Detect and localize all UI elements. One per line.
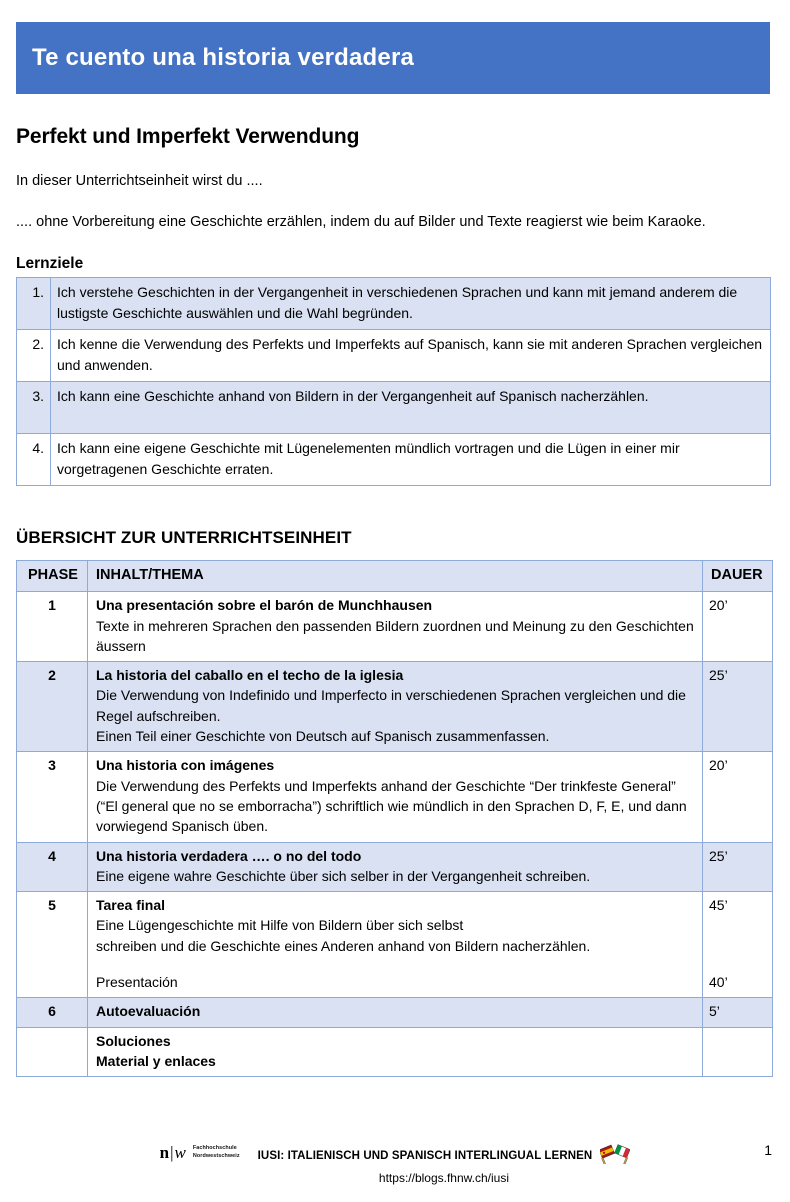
duration-value-extra: 40’	[709, 973, 728, 990]
duration-cell	[703, 842, 773, 892]
page-number: 1	[764, 1142, 772, 1158]
phase-cell: 3	[17, 752, 88, 842]
content-line: Texte in mehreren Sprachen den passenden Bildern zuordnen und Meinung zu den Geschichten äussern	[96, 617, 694, 654]
duration-value: 20’	[709, 757, 728, 774]
duration-spacer	[709, 956, 766, 972]
page-title: Perfekt und Imperfekt Verwendung	[16, 125, 360, 148]
learning-objective-row	[17, 434, 771, 486]
content-title: Una historia con imágenes	[96, 757, 275, 774]
content-title: Tarea final	[96, 897, 165, 914]
duration-cell	[703, 1027, 773, 1077]
footer-project-title: IUSI: ITALIENISCH UND SPANISCH INTERLINGUAL LERNEN	[257, 1149, 593, 1162]
phase-cell: 6	[17, 998, 88, 1027]
table-row	[17, 592, 773, 662]
content-title: La historia del caballo en el techo de la iglesia	[96, 667, 404, 684]
phase-cell: 2	[17, 662, 88, 752]
content-title: Una historia verdadera …. o no del todo	[96, 847, 362, 864]
content-cell	[88, 752, 703, 842]
learning-objective-number: 4.	[17, 434, 51, 486]
footer-divider	[16, 1128, 772, 1129]
footer-url[interactable]: https://blogs.fhnw.ch/iusi	[378, 1171, 509, 1185]
intro-paragraph-1: In dieser Unterrichtseinheit wirst du ....	[16, 173, 263, 190]
phase-cell: 1	[17, 592, 88, 662]
table-row	[17, 1027, 773, 1077]
phase-cell	[17, 1027, 88, 1077]
content-title: Soluciones	[96, 1032, 171, 1049]
content-cell	[88, 662, 703, 752]
column-header-duration: DAUER	[703, 561, 773, 592]
fhnw-wordmark-line2: Nordwestschweiz	[192, 1152, 240, 1159]
fhnw-logo	[160, 1144, 240, 1161]
learning-objective-row	[17, 330, 771, 382]
learning-objective-row	[17, 278, 771, 330]
content-line: Eine eigene wahre Geschichte über sich selber in der Vergangenheit schreiben.	[96, 867, 591, 884]
content-cell	[88, 1027, 703, 1077]
fhnw-logo-mark	[160, 1144, 186, 1161]
duration-cell	[703, 662, 773, 752]
phase-cell: 5	[17, 892, 88, 998]
content-title: Autoevaluación	[96, 1003, 201, 1020]
duration-value: 45’	[709, 897, 728, 914]
content-title: Una presentación sobre el barón de Munchhausen	[96, 597, 433, 614]
learning-objective-text: Ich kann eine eigene Geschichte mit Lügenelementen mündlich vortragen und die Lügen in einer mir vorgetragenen Geschichte erraten.	[51, 434, 771, 486]
title-banner	[16, 22, 770, 94]
learning-objectives-table	[16, 277, 771, 486]
content-line: Eine Lügengeschichte mit Hilfe von Bildern über sich selbst	[96, 917, 464, 934]
page-footer	[0, 1128, 790, 1202]
content-line: Einen Teil einer Geschichte von Deutsch auf Spanisch zusammenfassen.	[96, 728, 550, 745]
table-header-row	[17, 561, 773, 592]
duration-blank-line	[709, 936, 766, 956]
fhnw-wordmark-line1: Fachhochschule	[192, 1145, 237, 1152]
phase-cell: 4	[17, 842, 88, 892]
content-cell	[88, 592, 703, 662]
overview-block	[16, 528, 774, 1077]
content-cell	[88, 842, 703, 892]
content-line: Die Verwendung des Perfekts und Imperfekts anhand der Geschichte “Der trinkfeste General” (“El general que no se emborracha”) schriftlich wie mündlich in den Sprachen D, F, E, und dann vorwiegend Spanisch üben.	[96, 777, 687, 835]
duration-value: 25’	[709, 667, 728, 684]
duration-cell	[703, 592, 773, 662]
document-content	[16, 112, 774, 1077]
crossed-flags-icon	[600, 1142, 630, 1169]
overview-heading: ÜBERSICHT ZUR UNTERRICHTSEINHEIT	[16, 528, 352, 548]
learning-objective-text: Ich kann eine Geschichte anhand von Bildern in der Vergangenheit auf Spanisch nacherzählen.	[51, 382, 771, 434]
banner-title: Te cuento una historia verdadera	[32, 43, 415, 71]
table-row	[17, 892, 773, 998]
duration-value: 20’	[709, 597, 728, 614]
duration-blank-line	[709, 915, 766, 935]
duration-cell	[703, 752, 773, 842]
content-title-secondary: Material y enlaces	[96, 1052, 216, 1069]
content-line: Die Verwendung von Indefinido und Imperfecto in verschiedenen Sprachen vergleichen und die Regel aufschreiben.	[96, 687, 686, 724]
learning-objective-number: 2.	[17, 330, 51, 382]
column-header-content: INHALT/THEMA	[88, 561, 703, 592]
duration-cell	[703, 998, 773, 1027]
content-extra-line: Presentación	[96, 973, 178, 990]
table-row	[17, 998, 773, 1027]
fhnw-logo-wordmark	[193, 1145, 240, 1160]
overview-table	[16, 560, 773, 1077]
learning-objective-text: Ich kenne die Verwendung des Perfekts und Imperfekts auf Spanisch, kann sie mit anderen Sprachen vergleichen und anwenden.	[51, 330, 771, 382]
table-row	[17, 662, 773, 752]
table-row	[17, 752, 773, 842]
column-header-phase: PHASE	[17, 561, 88, 592]
content-spacer	[96, 956, 696, 972]
content-cell	[88, 998, 703, 1027]
table-row	[17, 842, 773, 892]
fhnw-mark-w: w	[174, 1143, 186, 1162]
learning-objective-number: 3.	[17, 382, 51, 434]
content-line: schreiben und die Geschichte eines Anderen anhand von Bildern nacherzählen.	[96, 937, 591, 954]
duration-cell	[703, 892, 773, 998]
learning-objective-text: Ich verstehe Geschichten in der Vergangenheit in verschiedenen Sprachen und kann mit jemand anderem die lustigste Geschichte auswählen und die Wahl begründen.	[51, 278, 771, 330]
footer-center	[258, 1142, 631, 1185]
fhnw-mark-n: n	[159, 1143, 170, 1162]
learning-objective-row	[17, 382, 771, 434]
learning-objective-number: 1.	[17, 278, 51, 330]
content-cell	[88, 892, 703, 998]
intro-paragraph-2: .... ohne Vorbereitung eine Geschichte erzählen, indem du auf Bilder und Texte reagierst wie beim Karaoke.	[16, 214, 706, 231]
duration-value: 5’	[709, 1003, 720, 1020]
lernziele-heading: Lernziele	[16, 255, 84, 273]
fhnw-mark-bar: |	[170, 1143, 174, 1162]
duration-value: 25’	[709, 847, 728, 864]
